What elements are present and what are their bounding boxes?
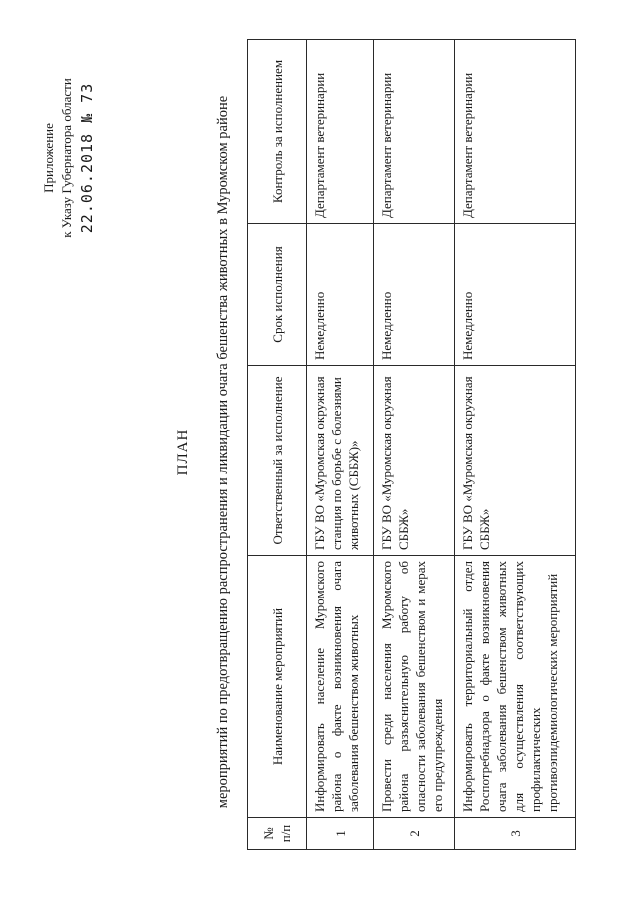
header-deadline: Срок исполнения — [248, 224, 307, 366]
row-control: Департамент ветеринарии — [455, 40, 576, 224]
row-responsible: ГБУ ВО «Муромская окружная станция по борьбе с болезнями животных (СББЖ)» — [307, 366, 374, 556]
row-num: 2 — [374, 818, 455, 850]
header-num: № п/п — [248, 818, 307, 850]
document-page — [25, 26, 625, 878]
row-responsible: ГБУ ВО «Муромская окружная СББЖ» — [455, 366, 576, 556]
row-deadline: Немедленно — [374, 224, 455, 366]
row-control: Департамент ветеринарии — [374, 40, 455, 224]
plan-table — [247, 39, 576, 850]
plan-title: ПЛАН — [175, 428, 191, 476]
appendix-date-number: 22.06.2018 № 73 — [78, 82, 96, 234]
row-control: Департамент ветеринарии — [307, 40, 374, 224]
appendix-label: Приложение — [41, 123, 56, 193]
table-row — [307, 40, 374, 850]
row-num: 1 — [307, 818, 374, 850]
table-row — [374, 40, 455, 850]
row-activity: Провести среди населения Муромского района разъяснительную работу об опасности заболевания бешенством и мерах его предупреждения — [374, 556, 455, 818]
header-control: Контроль за исполнением — [248, 40, 307, 224]
table-row — [455, 40, 576, 850]
header-responsible: Ответственный за исполнение — [248, 366, 307, 556]
row-deadline: Немедленно — [307, 224, 374, 366]
header-activity: Наименование мероприятий — [248, 556, 307, 818]
appendix-decree: к Указу Губернатора области — [59, 78, 74, 238]
row-activity: Информировать территориальный отдел Роспотребнадзора о факте возникновения очага заболевания бешенством животных для осуществления соответствующих профилактических противоэпидемиологических мероприятий — [455, 556, 576, 818]
row-deadline: Немедленно — [455, 224, 576, 366]
row-responsible: ГБУ ВО «Муромская окружная СББЖ» — [374, 366, 455, 556]
table-header-row — [248, 40, 307, 850]
row-activity: Информировать население Муромского района о факте возникновения очага заболевания бешенством животных — [307, 556, 374, 818]
appendix-block — [40, 38, 96, 278]
row-num: 3 — [455, 818, 576, 850]
plan-subtitle: мероприятий по предотвращению распространения и ликвидации очага бешенства животных в Муромском районе — [215, 95, 231, 809]
